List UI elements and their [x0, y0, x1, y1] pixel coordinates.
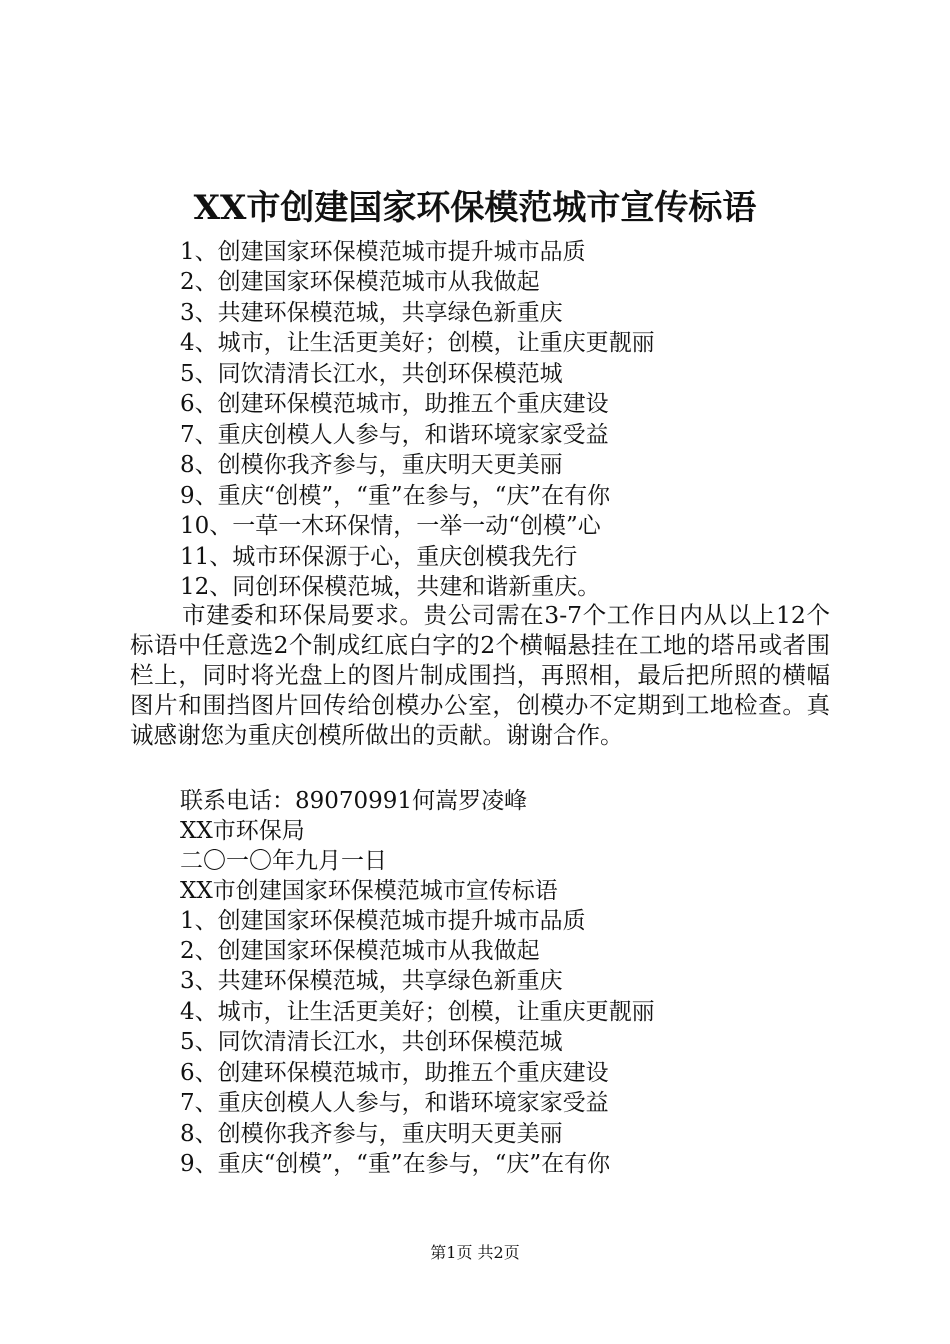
- issuer-line: XX市环保局: [180, 818, 305, 844]
- contact-line: 联系电话：89070991何嵩罗凌峰: [180, 788, 528, 814]
- slogan-line: 9、重庆“创模”，“重”在参与，“庆”在有你: [180, 483, 611, 509]
- repeat-slogan-line: 1、创建国家环保模范城市提升城市品质: [180, 908, 586, 934]
- slogan-line: 6、创建环保模范城市，助推五个重庆建设: [180, 391, 609, 417]
- repeat-slogan-line: 6、创建环保模范城市，助推五个重庆建设: [180, 1060, 609, 1086]
- slogan-line: 12、同创环保模范城，共建和谐新重庆。: [180, 574, 601, 600]
- slogan-line: 11、城市环保源于心，重庆创模我先行: [180, 544, 578, 570]
- slogan-line: 4、城市，让生活更美好；创模，让重庆更靓丽: [180, 330, 655, 356]
- slogan-line: 10、一草一木环保情，一举一动“创模”心: [180, 513, 601, 539]
- date-line: 二〇一〇年九月一日: [180, 848, 387, 874]
- slogan-line: 8、创模你我齐参与，重庆明天更美丽: [180, 452, 563, 478]
- slogan-line: 2、创建国家环保模范城市从我做起: [180, 269, 540, 295]
- repeat-slogan-line: 3、共建环保模范城，共享绿色新重庆: [180, 968, 563, 994]
- page-number-footer: 第1页 共2页: [430, 1243, 520, 1262]
- slogan-line: 5、同饮清清长江水，共创环保模范城: [180, 361, 563, 387]
- repeat-slogan-line: 9、重庆“创模”，“重”在参与，“庆”在有你: [180, 1151, 611, 1177]
- slogan-line: 3、共建环保模范城，共享绿色新重庆: [180, 300, 563, 326]
- repeat-slogan-line: 2、创建国家环保模范城市从我做起: [180, 938, 540, 964]
- instruction-paragraph: 市建委和环保局要求。贵公司需在3-7个工作日内从以上12个标语中任意选2个制成红底白字的2个横幅悬挂在工地的塔吊或者围栏上，同时将光盘上的图片制成围挡，再照相，最后把所照的横幅图片和围挡图片回传给创模办公室，创模办不定期到工地检查。真诚感谢您为重庆创模所做出的贡献。谢谢合作。: [130, 601, 830, 749]
- repeat-slogan-line: 4、城市，让生活更美好；创模，让重庆更靓丽: [180, 999, 655, 1025]
- slogan-line: 7、重庆创模人人参与，和谐环境家家受益: [180, 422, 609, 448]
- repeat-title: XX市创建国家环保模范城市宣传标语: [180, 878, 558, 904]
- slogan-line: 1、创建国家环保模范城市提升城市品质: [180, 239, 586, 265]
- repeat-slogan-line: 8、创模你我齐参与，重庆明天更美丽: [180, 1121, 563, 1147]
- document-title: XX市创建国家环保模范城市宣传标语: [193, 188, 757, 228]
- repeat-slogan-line: 5、同饮清清长江水，共创环保模范城: [180, 1029, 563, 1055]
- repeat-slogan-line: 7、重庆创模人人参与，和谐环境家家受益: [180, 1090, 609, 1116]
